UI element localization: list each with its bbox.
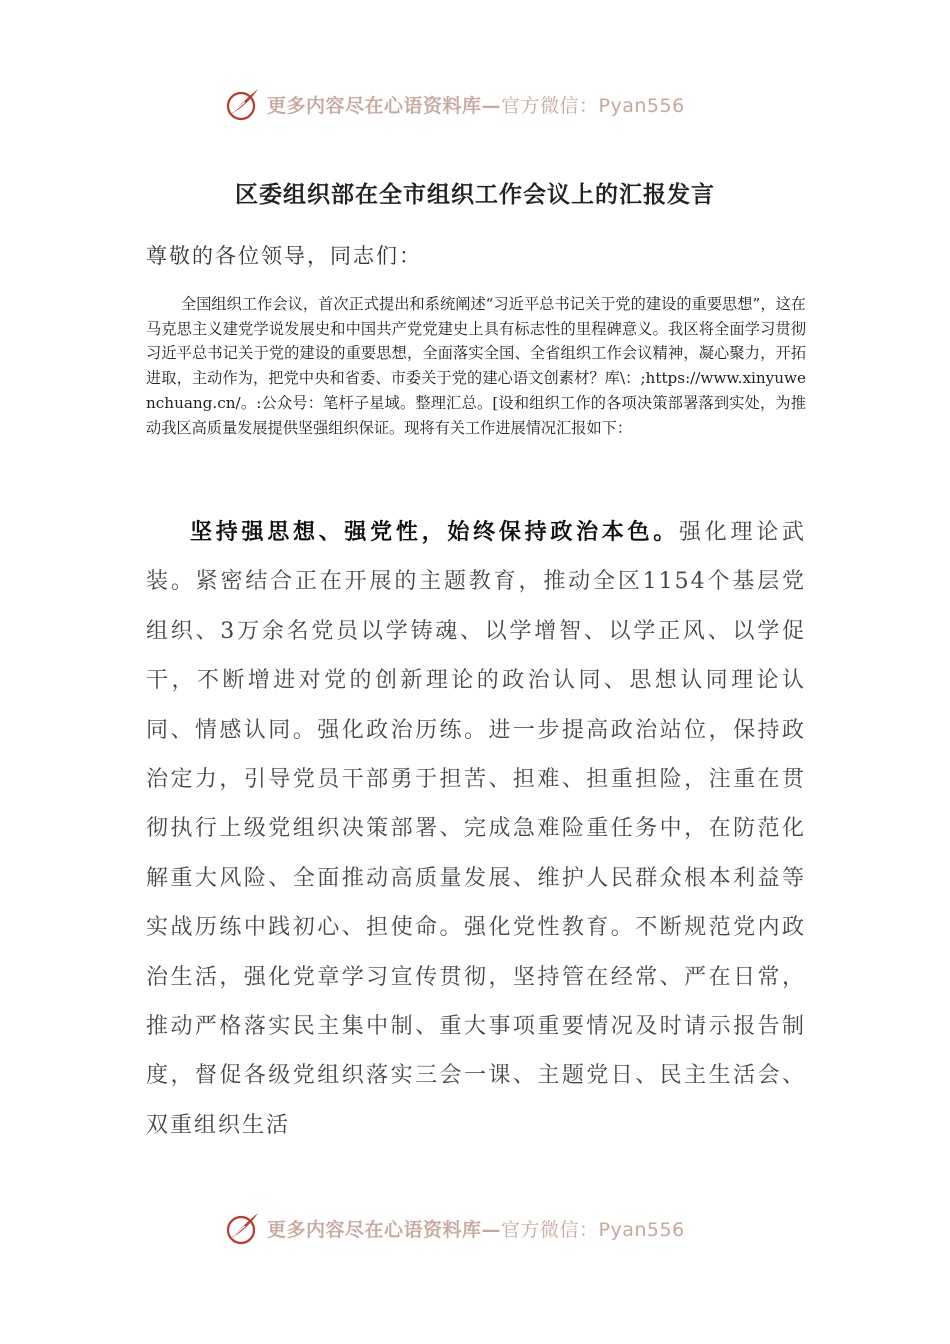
banner-account: Pyan556: [598, 1218, 685, 1241]
banner-text: [267, 1215, 685, 1242]
intro-paragraph: 全国组织工作会议，首次正式提出和系统阐述“习近平总书记关于党的建设的重要思想”，这在马克思主义建党学说发展史和中国共产党党建史上具有标志性的里程碑意义。我区将全面学习贯彻习近平总书记关于党的建设的重要思想，全面落实全国、全省组织工作会议精神，凝心聚力，开拓进取，主动作为，把党中央和省委、市委关于党的建心语文创素材？库\：;https://www.xinyuwenchuang.cn/。:公众号：笔杆子星域。整理汇总。[设和组织工作的各项决策部署落到实处，为推动我区高质量发展提供坚强组织保证。现将有关工作进展情况汇报如下：: [146, 295, 806, 437]
section-paragraph: [146, 508, 806, 1150]
document-title: 区委组织部在全市组织工作会议上的汇报发言: [235, 181, 715, 208]
footer-banner: [225, 1208, 725, 1248]
banner-dash: —: [481, 1218, 502, 1241]
banner-dash: —: [481, 94, 502, 117]
banner-main-text: 更多内容尽在心语资料库: [267, 1218, 482, 1241]
header-banner: [225, 84, 725, 124]
banner-wechat-label: 官方微信：: [501, 94, 599, 117]
quill-logo-icon: [225, 1210, 261, 1246]
banner-wechat-label: 官方微信：: [501, 1218, 599, 1241]
banner-account: Pyan556: [598, 94, 685, 117]
section-text: 强化理论武装。紧密结合正在开展的主题教育，推动全区1154个基层党组织、3万余名党员以学铸魂、以学增智、以学正风、以学促干，不断增进对党的创新理论的政治认同、思想认同理论认同、情感认同。强化政治历练。进一步提高政治站位，保持政治定力，引导党员干部勇于担苦、担难、担重担险，注重在贯彻执行上级党组织决策部署、完成急难险重任务中，在防范化解重大风险、全面推动高质量发展、维护人民群众根本利益等实战历练中践初心、担使命。强化党性教育。不断规范党内政治生活，强化党章学习宣传贯彻，坚持管在经常、严在日常，推动严格落实民主集中制、重大事项重要情况及时请示报告制度，督促各级党组织落实三会一课、主题党日、民主生活会、双重组织生活: [146, 520, 806, 1138]
section-heading: 坚持强思想、强党性，始终保持政治本色。: [190, 519, 680, 545]
banner-text: [267, 91, 685, 118]
banner-main-text: 更多内容尽在心语资料库: [267, 94, 482, 117]
quill-logo-icon: [225, 86, 261, 122]
greeting: 尊敬的各位领导，同志们：: [146, 244, 422, 268]
